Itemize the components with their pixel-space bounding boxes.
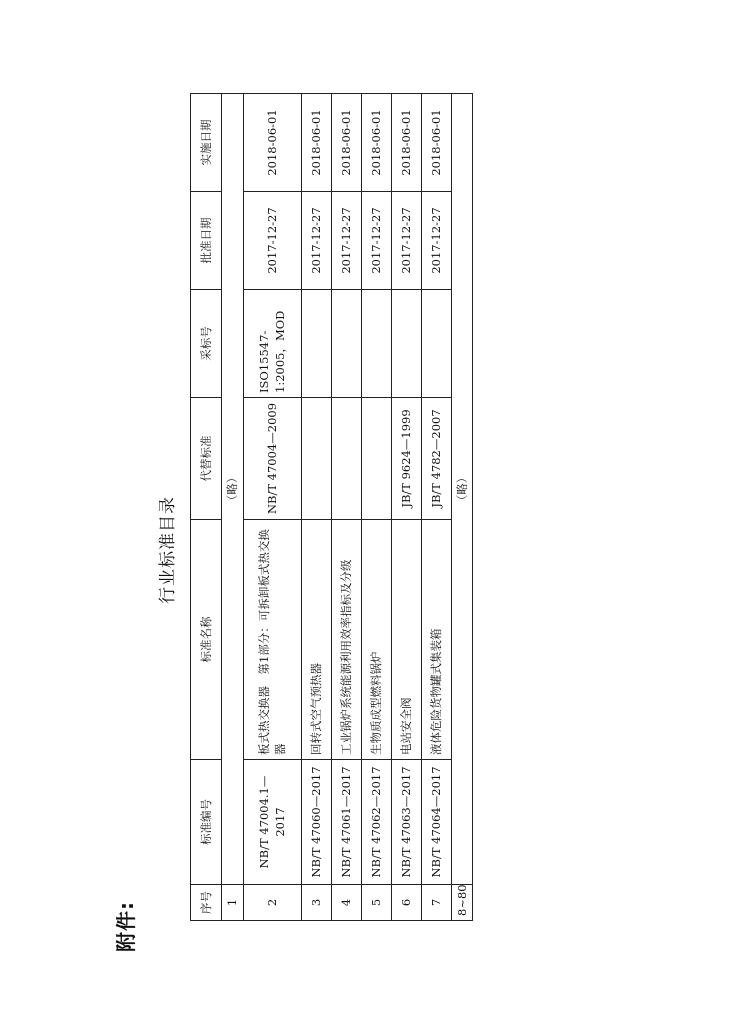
- table-row: [243, 94, 301, 921]
- header-adopted: 采标号: [191, 290, 222, 398]
- cell-effective-date: 2018-06-01: [301, 94, 331, 192]
- cell-serial: 5: [361, 885, 391, 921]
- cell-code: NB/T 47063—2017: [391, 760, 421, 885]
- standards-table: [190, 93, 473, 921]
- cell-approval-date: 2017-12-27: [301, 192, 331, 290]
- cell-adopted: ISO15547-1:2005，MOD: [243, 290, 301, 398]
- cell-serial: 6: [391, 885, 421, 921]
- cell-name: 生物质成型燃料锅炉: [361, 520, 391, 760]
- table-row: [361, 94, 391, 921]
- cell-serial: 1: [222, 885, 244, 921]
- table-row: [222, 94, 244, 921]
- cell-replaces: [301, 398, 331, 520]
- cell-adopted: [361, 290, 391, 398]
- cell-serial: 2: [243, 885, 301, 921]
- header-replaces: 代替标准: [191, 398, 222, 520]
- cell-adopted: [301, 290, 331, 398]
- cell-replaces: JB/T 4782—2007: [421, 398, 451, 520]
- cell-name: 液体危险货物罐式集装箱: [421, 520, 451, 760]
- cell-replaces: NB/T 47004—2009: [243, 398, 301, 520]
- cell-approval-date: 2017-12-27: [243, 192, 301, 290]
- table-row: [301, 94, 331, 921]
- cell-adopted: [421, 290, 451, 398]
- cell-adopted: [391, 290, 421, 398]
- cell-adopted: [331, 290, 361, 398]
- cell-effective-date: 2018-06-01: [421, 94, 451, 192]
- cell-omitted-note: （略）: [222, 94, 244, 885]
- table-row: [331, 94, 361, 921]
- table-row: [451, 94, 473, 921]
- cell-serial: 4: [331, 885, 361, 921]
- cell-serial: 3: [301, 885, 331, 921]
- header-code: 标准编号: [191, 760, 222, 885]
- cell-name: 板式热交换器 第1部分：可拆卸板式热交换器: [243, 520, 301, 760]
- header-serial: 序号: [191, 885, 222, 921]
- cell-effective-date: 2018-06-01: [391, 94, 421, 192]
- cell-effective-date: 2018-06-01: [361, 94, 391, 192]
- header-approval-date: 批准日期: [191, 192, 222, 290]
- cell-code: NB/T 47061—2017: [331, 760, 361, 885]
- cell-approval-date: 2017-12-27: [391, 192, 421, 290]
- cell-replaces: JB/T 9624—1999: [391, 398, 421, 520]
- cell-approval-date: 2017-12-27: [331, 192, 361, 290]
- cell-name: 工业锅炉系统能源利用效率指标及分级: [331, 520, 361, 760]
- header-effective-date: 实施日期: [191, 94, 222, 192]
- cell-omitted-note: （略）: [451, 94, 473, 885]
- cell-serial: 7: [421, 885, 451, 921]
- cell-name: 电站安全阀: [391, 520, 421, 760]
- cell-serial: 8~80: [451, 885, 473, 921]
- cell-code: NB/T 47062—2017: [361, 760, 391, 885]
- cell-replaces: [361, 398, 391, 520]
- cell-approval-date: 2017-12-27: [361, 192, 391, 290]
- table-row: [421, 94, 451, 921]
- table-row: [391, 94, 421, 921]
- cell-effective-date: 2018-06-01: [331, 94, 361, 192]
- cell-replaces: [331, 398, 361, 520]
- cell-code: NB/T 47060—2017: [301, 760, 331, 885]
- cell-effective-date: 2018-06-01: [243, 94, 301, 192]
- cell-code: NB/T 47004.1—2017: [243, 760, 301, 885]
- attachment-label: 附件:: [114, 901, 138, 952]
- table-header-row: [191, 94, 222, 921]
- cell-approval-date: 2017-12-27: [421, 192, 451, 290]
- cell-name: 回转式空气预热器: [301, 520, 331, 760]
- cell-code: NB/T 47064—2017: [421, 760, 451, 885]
- document-title: 行业标准目录: [158, 496, 178, 604]
- header-name: 标准名称: [191, 520, 222, 760]
